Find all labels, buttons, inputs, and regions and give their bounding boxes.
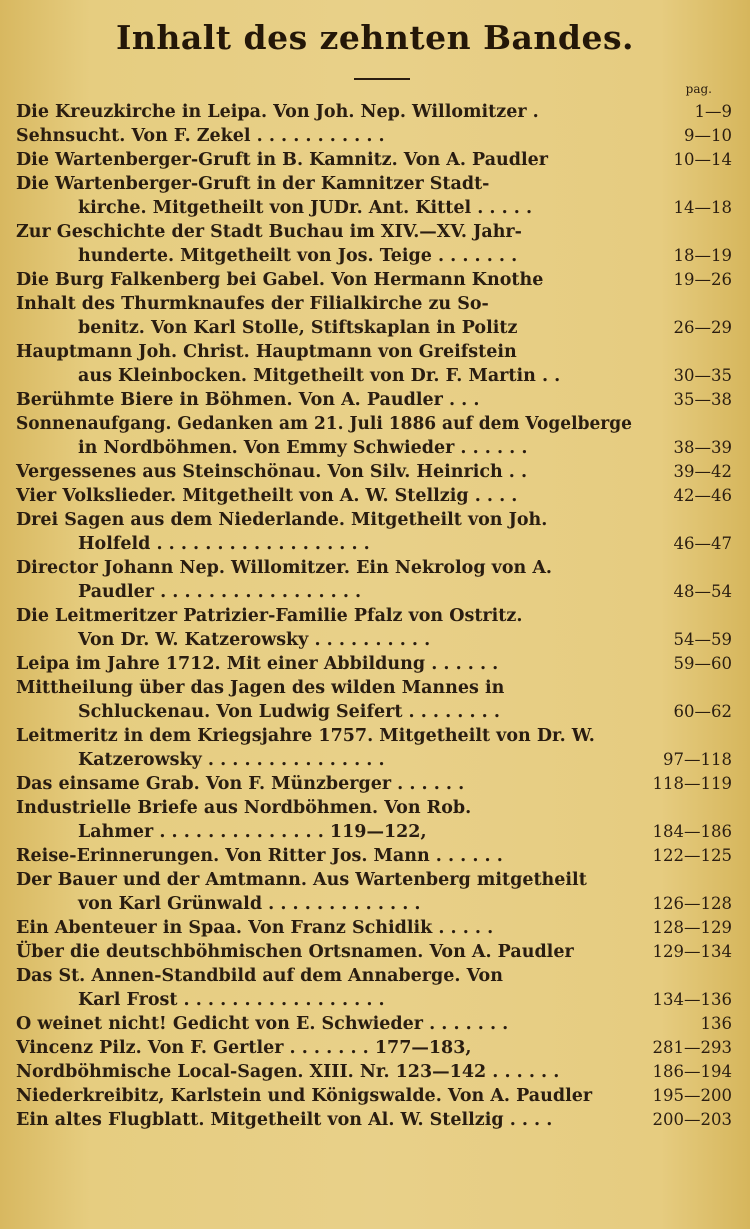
entry-pages: 1—9 [694, 102, 732, 121]
toc-line [16, 580, 742, 604]
entry-title-continued: in Nordböhmen. Von Emmy Schwieder . . . . . . [78, 438, 528, 458]
toc-line [16, 916, 742, 940]
entry-pages: 128—129 [652, 918, 732, 937]
entry-title: Der Bauer und der Amtmann. Aus Wartenberg mitgetheilt [16, 870, 587, 890]
entry-title: Sehnsucht. Von F. Zekel . . . . . . . . . . . [16, 126, 385, 146]
entry-title: Berühmte Biere in Böhmen. Von A. Paudler . . . [16, 390, 480, 410]
toc-entry [16, 844, 742, 868]
toc-line [16, 436, 742, 460]
toc-entry [16, 652, 742, 676]
entry-title: Das einsame Grab. Von F. Münzberger . . . . . . [16, 774, 465, 794]
entry-pages: 10—14 [673, 150, 732, 169]
entry-title: Mittheilung über das Jagen des wilden Mannes in [16, 678, 505, 698]
entry-title: Sonnenaufgang. Gedanken am 21. Juli 1886 auf dem Vogelberge [16, 414, 632, 434]
toc-line [16, 388, 742, 412]
entry-pages: 26—29 [673, 318, 732, 337]
toc-entry [16, 1060, 742, 1084]
entry-title: Über die deutschböhmischen Ortsnamen. Von A. Paudler [16, 942, 574, 962]
entry-pages: 126—128 [652, 894, 732, 913]
entry-title: Die Wartenberger-Gruft in B. Kamnitz. Von A. Paudler [16, 150, 549, 170]
entry-title-continued: Lahmer . . . . . . . . . . . . . . 119—122, [78, 822, 427, 842]
toc-line [16, 412, 742, 436]
toc-entry [16, 772, 742, 796]
entry-title: Leipa im Jahre 1712. Mit einer Abbildung . . . . . . [16, 654, 499, 674]
toc-line [16, 748, 742, 772]
toc-entry [16, 508, 742, 556]
entry-title-continued: Katzerowsky . . . . . . . . . . . . . . . [78, 750, 385, 770]
entry-title: Vincenz Pilz. Von F. Gertler . . . . . . . 177—183, [16, 1038, 472, 1058]
entry-pages: 9—10 [684, 126, 732, 145]
toc-entry [16, 604, 742, 652]
toc-line [16, 604, 742, 628]
entry-pages: 46—47 [673, 534, 732, 553]
toc-entry [16, 292, 742, 340]
toc-line [16, 1036, 742, 1060]
toc-line [16, 772, 742, 796]
entry-pages: 281—293 [652, 1038, 732, 1057]
entry-pages: 97—118 [663, 750, 732, 769]
toc-entry [16, 388, 742, 412]
toc-line [16, 196, 742, 220]
toc-line [16, 892, 742, 916]
entry-title: Die Leitmeritzer Patrizier-Familie Pfalz von Ostritz. [16, 606, 523, 626]
toc-line [16, 460, 742, 484]
entry-title: Hauptmann Joh. Christ. Hauptmann von Greifstein [16, 342, 517, 362]
entry-pages: 184—186 [652, 822, 732, 841]
page-title: Inhalt des zehnten Bandes. [115, 18, 635, 57]
toc-entry [16, 124, 742, 148]
entry-title: Inhalt des Thurmknaufes der Filialkirche zu So- [16, 294, 489, 314]
entry-pages: 42—46 [673, 486, 732, 505]
entry-pages: 59—60 [673, 654, 732, 673]
toc-line [16, 1084, 742, 1108]
toc-line [16, 796, 742, 820]
entry-title: Niederkreibitz, Karlstein und Königswalde. Von A. Paudler [16, 1086, 593, 1106]
toc-entry [16, 172, 742, 220]
entry-pages: 200—203 [652, 1110, 732, 1129]
toc-line [16, 556, 742, 580]
toc-line [16, 820, 742, 844]
toc-entry [16, 964, 742, 1012]
toc-entry [16, 484, 742, 508]
toc-entry [16, 676, 742, 724]
entry-pages: 38—39 [673, 438, 732, 457]
entry-title-continued: Von Dr. W. Katzerowsky . . . . . . . . . . [78, 630, 431, 650]
entry-pages: 18—19 [673, 246, 732, 265]
toc-line [16, 316, 742, 340]
entry-title-continued: Holfeld . . . . . . . . . . . . . . . . . . [78, 534, 370, 554]
toc-line [16, 100, 742, 124]
table-of-contents [16, 100, 742, 1132]
entry-title-continued: hunderte. Mitgetheilt von Jos. Teige . . . . . . . [78, 246, 518, 266]
toc-entry [16, 1108, 742, 1132]
toc-line [16, 652, 742, 676]
toc-entry [16, 100, 742, 124]
toc-line [16, 124, 742, 148]
toc-entry [16, 1036, 742, 1060]
entry-pages: 118—119 [652, 774, 732, 793]
entry-title: Nordböhmische Local-Sagen. XIII. Nr. 123—142 . . . . . . [16, 1062, 560, 1082]
entry-pages: 30—35 [673, 366, 732, 385]
entry-title: Reise-Erinnerungen. Von Ritter Jos. Mann . . . . . . [16, 846, 503, 866]
toc-entry [16, 220, 742, 268]
toc-line [16, 988, 742, 1012]
entry-title-continued: aus Kleinbocken. Mitgetheilt von Dr. F. Martin . . [78, 366, 561, 386]
toc-line [16, 940, 742, 964]
toc-line [16, 508, 742, 532]
toc-entry [16, 868, 742, 916]
toc-entry [16, 148, 742, 172]
entry-pages: 48—54 [673, 582, 732, 601]
toc-line [16, 1060, 742, 1084]
toc-line [16, 268, 742, 292]
toc-line [16, 484, 742, 508]
toc-entry [16, 796, 742, 844]
toc-line [16, 1108, 742, 1132]
entry-title: Industrielle Briefe aus Nordböhmen. Von Rob. [16, 798, 472, 818]
entry-pages: 136 [700, 1014, 732, 1033]
entry-title: Zur Geschichte der Stadt Buchau im XIV.—XV. Jahr- [16, 222, 522, 242]
toc-line [16, 532, 742, 556]
toc-entry [16, 1084, 742, 1108]
entry-pages: 54—59 [673, 630, 732, 649]
entry-pages: 35—38 [673, 390, 732, 409]
entry-title-continued: Paudler . . . . . . . . . . . . . . . . . [78, 582, 362, 602]
toc-line [16, 172, 742, 196]
entry-title: Vier Volkslieder. Mitgetheilt von A. W. Stellzig . . . . [16, 486, 518, 506]
toc-entry [16, 916, 742, 940]
toc-line [16, 220, 742, 244]
toc-line [16, 628, 742, 652]
entry-title-continued: kirche. Mitgetheilt von JUDr. Ant. Kittel . . . . . [78, 198, 533, 218]
entry-pages: 39—42 [673, 462, 732, 481]
entry-title: Drei Sagen aus dem Niederlande. Mitgetheilt von Joh. [16, 510, 548, 530]
entry-title: Die Burg Falkenberg bei Gabel. Von Hermann Knothe [16, 270, 544, 290]
entry-title: Die Kreuzkirche in Leipa. Von Joh. Nep. Willomitzer . [16, 102, 539, 122]
entry-title: Ein altes Flugblatt. Mitgetheilt von Al. W. Stellzig . . . . [16, 1110, 553, 1130]
toc-line [16, 340, 742, 364]
toc-entry [16, 940, 742, 964]
toc-entry [16, 724, 742, 772]
entry-title: Director Johann Nep. Willomitzer. Ein Nekrolog von A. [16, 558, 553, 578]
entry-pages: 186—194 [652, 1062, 732, 1081]
toc-entry [16, 460, 742, 484]
entry-title: Leitmeritz in dem Kriegsjahre 1757. Mitgetheilt von Dr. W. [16, 726, 595, 746]
toc-entry [16, 268, 742, 292]
toc-entry [16, 412, 742, 460]
entry-pages: 14—18 [673, 198, 732, 217]
entry-pages: 60—62 [673, 702, 732, 721]
toc-line [16, 244, 742, 268]
toc-line [16, 364, 742, 388]
entry-pages: 134—136 [652, 990, 732, 1009]
entry-title-continued: Karl Frost . . . . . . . . . . . . . . . . . [78, 990, 385, 1010]
toc-entry [16, 1012, 742, 1036]
entry-pages: 195—200 [652, 1086, 732, 1105]
toc-line [16, 700, 742, 724]
entry-title: Ein Abenteuer in Spaa. Von Franz Schidlik . . . . . [16, 918, 494, 938]
toc-line [16, 868, 742, 892]
entry-pages: 19—26 [673, 270, 732, 289]
entry-title: Das St. Annen-Standbild auf dem Annaberge. Von [16, 966, 503, 986]
toc-line [16, 964, 742, 988]
toc-line [16, 724, 742, 748]
toc-line [16, 676, 742, 700]
entry-pages: 129—134 [652, 942, 732, 961]
toc-line [16, 148, 742, 172]
pag-label: pag. [685, 82, 712, 96]
entry-title: Vergessenes aus Steinschönau. Von Silv. Heinrich . . [16, 462, 528, 482]
entry-pages: 122—125 [652, 846, 732, 865]
entry-title: Die Wartenberger-Gruft in der Kamnitzer Stadt- [16, 174, 490, 194]
toc-entry [16, 340, 742, 388]
entry-title-continued: von Karl Grünwald . . . . . . . . . . . . . [78, 894, 421, 914]
entry-title-continued: benitz. Von Karl Stolle, Stiftskaplan in Politz [78, 318, 518, 338]
entry-title-continued: Schluckenau. Von Ludwig Seifert . . . . . . . . [78, 702, 500, 722]
entry-title: O weinet nicht! Gedicht von E. Schwieder . . . . . . . [16, 1014, 509, 1034]
toc-line [16, 292, 742, 316]
toc-entry [16, 556, 742, 604]
toc-line [16, 1012, 742, 1036]
toc-line [16, 844, 742, 868]
title-rule [354, 78, 410, 80]
